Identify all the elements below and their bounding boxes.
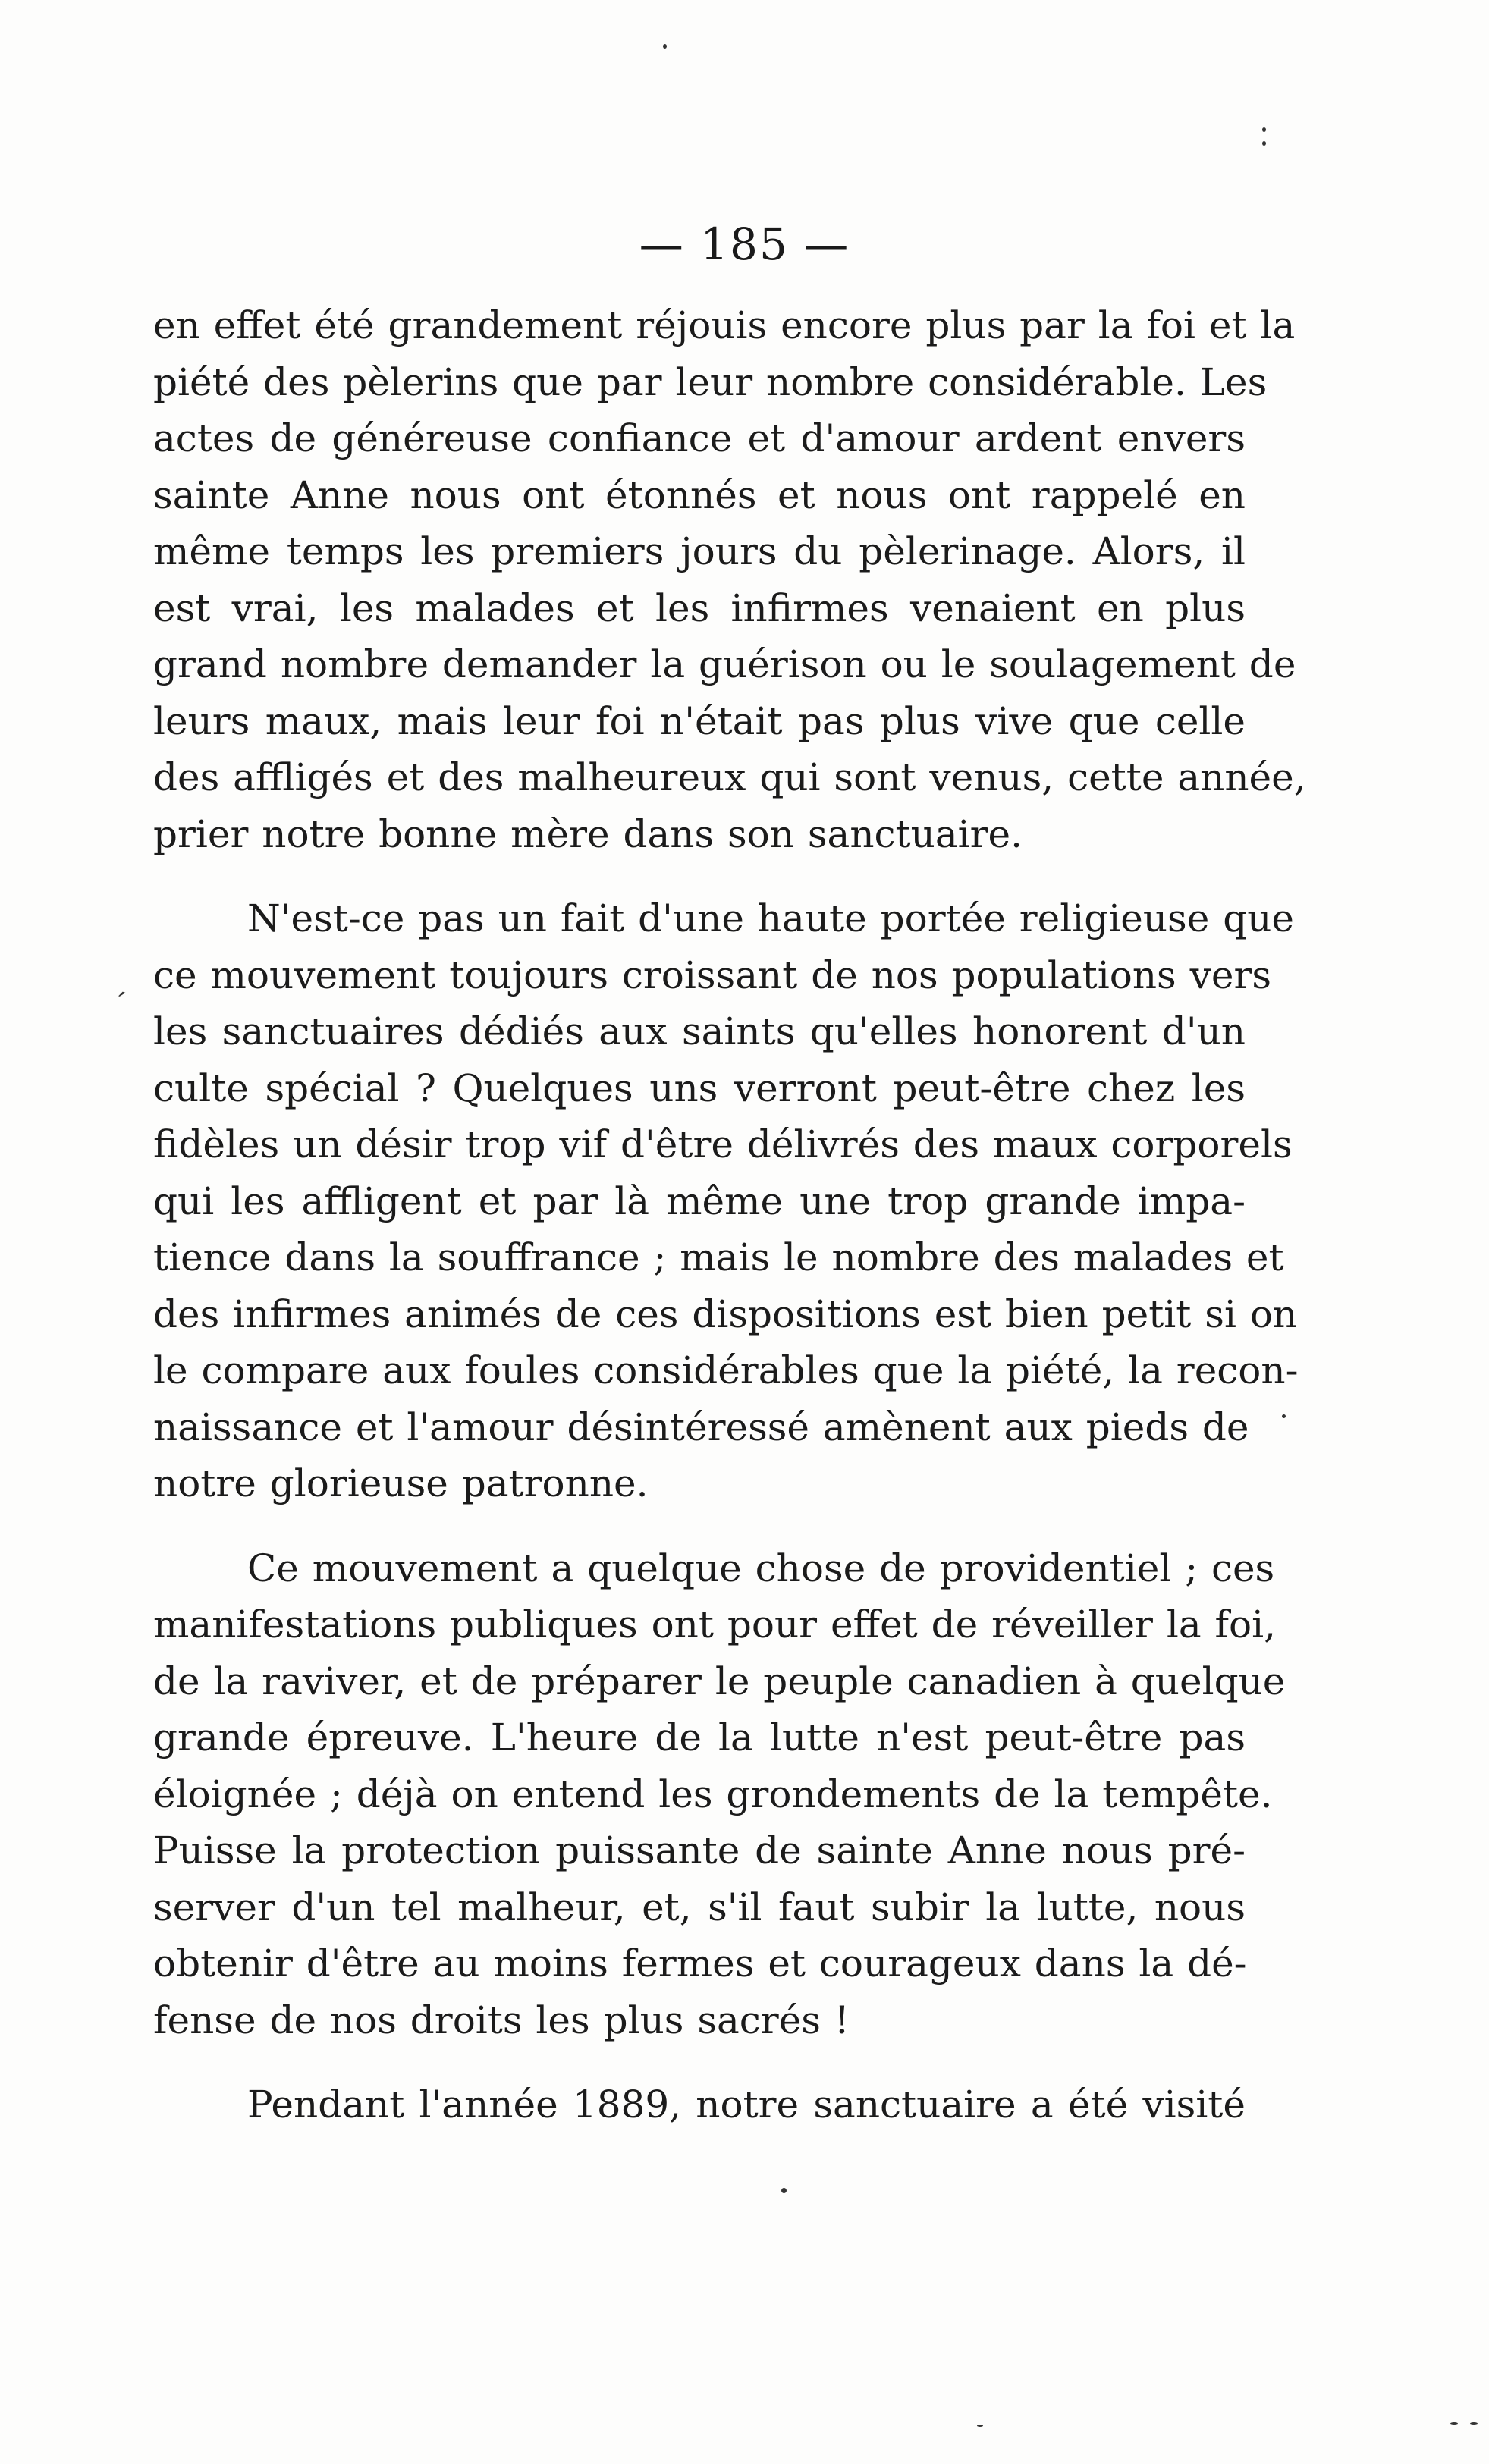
text-line: fense de nos droits les plus sacrés ! [153,1998,850,2042]
body-text [153,297,1306,2133]
text-line: notre glorieuse patronne. [153,1461,649,1505]
text-line: éloignée ; déjà on entend les grondements de la tempête. [153,1772,1273,1816]
paragraph-gap [153,862,1246,890]
text-line: leurs maux, mais leur foi n'était pas plus vive que celle [153,698,1246,743]
text-line: manifestations publiques ont pour effet de réveiller la foi, [153,1602,1277,1646]
scan-speck [1450,2422,1458,2425]
text-line: des affligés et des malheureux qui sont venus, cette année, [153,755,1306,799]
scan-speck [977,2425,983,2427]
text-line: culte spécial ? Quelques uns verront peut-être chez les [153,1066,1246,1110]
paragraph-gap [153,2048,1246,2076]
scan-speck [781,2188,787,2193]
text-line: obtenir d'être au moins fermes et courageux dans la dé- [153,1941,1247,1985]
paragraph-1 [153,297,1306,862]
page-number: — 185 — [639,218,850,270]
text-line: Ce mouvement a quelque chose de providentiel ; ces [247,1546,1275,1590]
text-line: tience dans la souffrance ; mais le nombre des malades et [153,1235,1284,1279]
text-line: les sanctuaires dédiés aux saints qu'elles honorent d'un [153,1009,1246,1053]
paragraph-gap [153,1512,1246,1540]
scan-speck [1470,2422,1478,2425]
text-line: est vrai, les malades et les infirmes venaient en plus [153,585,1246,630]
paragraph-2 [153,890,1299,1512]
paragraph-3 [153,1540,1286,2049]
text-line: prier notre bonne mère dans son sanctuaire. [153,811,1023,856]
text-line: Puisse la protection puissante de sainte Anne nous pré- [153,1828,1246,1872]
scan-speck [1282,1414,1286,1418]
text-line: qui les affligent et par là même une trop grande impa- [153,1179,1246,1223]
text-line: Pendant l'année 1889, notre sanctuaire a été visité [247,2083,1246,2127]
text-line: N'est-ce pas un fait d'une haute portée religieuse que [247,896,1294,940]
text-line: sainte Anne nous ont étonnés et nous ont rappelé en [153,472,1246,517]
text-line: de la raviver, et de préparer le peuple canadien à quelque [153,1659,1286,1703]
scan-mark: ′ [109,985,128,1022]
text-line: des infirmes animés de ces dispositions est bien petit si on [153,1292,1298,1336]
text-line: actes de généreuse confiance et d'amour ardent envers [153,416,1246,460]
text-line: piété des pèlerins que par leur nombre considérable. Les [153,359,1268,404]
text-line: même temps les premiers jours du pèlerinage. Alors, il [153,529,1246,573]
paragraph-4 [153,2076,1246,2133]
text-line: grand nombre demander la guérison ou le soulagement de [153,642,1296,686]
text-line: server d'un tel malheur, et, s'il faut subir la lutte, nous [153,1885,1246,1929]
scan-speck [1262,141,1266,146]
text-line: grande épreuve. L'heure de la lutte n'est peut-être pas [153,1715,1246,1759]
text-line: fidèles un désir trop vif d'être délivrés des maux corporels [153,1122,1293,1166]
scan-speck [1262,127,1266,132]
text-line: en effet été grandement réjouis encore plus par la foi et la [153,303,1296,347]
text-line: ce mouvement toujours croissant de nos populations vers [153,953,1272,997]
scan-speck [663,44,667,49]
text-line: naissance et l'amour désintéressé amènent aux pieds de [153,1405,1249,1449]
text-line: le compare aux foules considérables que la piété, la recon- [153,1348,1299,1392]
